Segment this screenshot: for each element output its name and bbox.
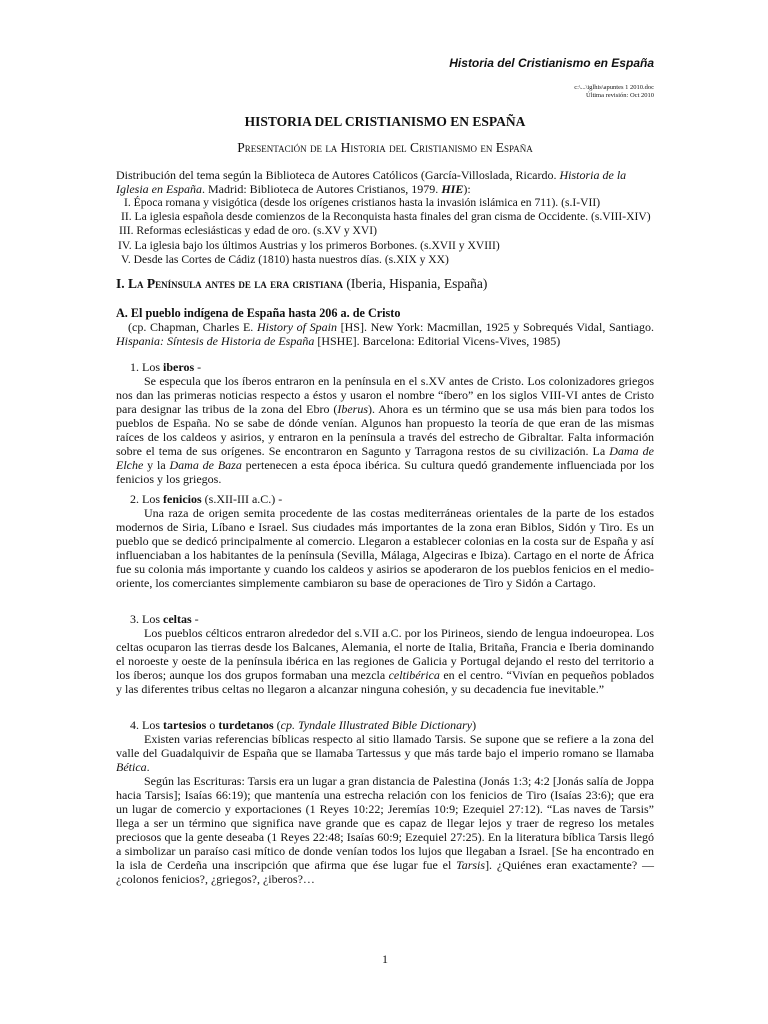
references: (cp. Chapman, Charles E. History of Spain [HS]. New York: Macmillan, 1925 y Sobrequés Vidal, Santiago. Hispania: Síntesis de Historia de España [HSHE]. Barcelona: Editorial Vicens-Vives, 1985): [116, 320, 654, 348]
table-of-contents: [116, 196, 654, 267]
running-header: Historia del Cristianismo en España: [449, 56, 654, 70]
abbreviation: HIE: [441, 182, 464, 196]
paragraph: Según las Escrituras: Tarsis era un lugar a gran distancia de Palestina (Jonás 1:3; 4:2 [Jonás salía de Joppa hacia Tarsis]; Isaías 66:19); que mantenía una estrecha relación con los fenicios de Tiro (Isaías 23:6); que era un lugar de comercio y exportaciones (1 Reyes 10:22; Jeremías 10:9; Ezequiel 27:12). “Las naves de Tarsis” llega a ser un término que significa nave grande que es capaz de llegar lejos y traer de regreso los metales preciosos que la gente deseaba (1 Reyes 22:48; Isaías 60:9; Ezequiel 27:25). En la literatura bíblica Tarsis llegó a simbolizar un paraíso casi mítico de donde venían todos los lujos que llegaban a Israel. [Se ha encontrado en la isla de Cerdeña una inscripción que afirma que ése lugar fue el Tarsis]. ¿Quiénes eran exactamente? — ¿colonos fenicios?, ¿griegos?, ¿iberos?…: [116, 774, 655, 886]
section-heading: I. La Península antes de la era cristiana (Iberia, Hispania, España): [116, 276, 488, 291]
intro-paragraph: Distribución del tema según la Biblioteca de Autores Católicos (García-Villoslada, Ricardo. Historia de la Iglesia en España. Madrid: Biblioteca de Autores Cristianos, 1979. HIE):: [116, 168, 627, 196]
item-label: 3. Los celtas -: [130, 612, 199, 626]
last-revision: Última revisión: Oct 2010: [585, 92, 654, 99]
document-title: HISTORIA DEL CRISTIANISMO EN ESPAÑA: [244, 114, 526, 129]
item-fenicios: [116, 492, 654, 590]
book-title: Historia de la Iglesia en España: [116, 168, 627, 196]
file-info: [116, 84, 654, 100]
paragraph: Una raza de origen semita procedente de las costas mediterráneas orientales de la parte de los estados modernos de Siria, Líbano e Israel. Sus ciudades más importantes de la zona eran Biblos, Sidón y Tiro. Es un pueblo que se dedicó principalmente al comercio. Llegaron a establecer colonias en la costa sur de España y así influenciaban a los habitantes de la península (Sevilla, Málaga, Algeciras e Ibiza). Cartago en el norte de África fue su colonia más importante y cuando los caldeos y asirios se apoderaron de los pueblos fenicios en el medio-oriente, los comerciantes simplemente cambiaron su base de operaciones de Tiro y Sidón a Cartago.: [116, 506, 654, 590]
page-number: 1: [382, 952, 388, 966]
toc-item: I. Época romana y visigótica (desde los orígenes cristianos hasta la invasión islámica en 711). (s.I-VII): [124, 196, 601, 209]
toc-item: II. La iglesia española desde comienzos de la Reconquista hasta finales del gran cisma de Occidente. (s.VIII-XIV): [121, 210, 651, 224]
item-label: 4. Los tartesios o turdetanos (cp. Tyndale Illustrated Bible Dictionary): [130, 718, 477, 732]
item-iberos: [116, 360, 654, 486]
item-celtas: [116, 612, 654, 696]
subsection-heading: A. El pueblo indígena de España hasta 206 a. de Cristo: [116, 306, 401, 320]
toc-item: III. Reformas eclesiásticas y edad de oro. (s.XV y XVI): [119, 224, 377, 238]
paragraph: Los pueblos célticos entraron alrededor del s.VII a.C. por los Pirineos, siendo de lengua indoeuropea. Los celtas ocuparon las tierras desde los Balcanes, Alemania, el norte de Italia, Britaña, Francia e Iberia dominando el noroeste y oeste de la península ibérica en las regiones de Galicia y Portugal dejando el resto del territorio a los íberos; aunque los dos grupos formaban una mezcla celtibérica en el centro. “Vivían en pequeños poblados y las diferentes tribus celtas no llegaron a alcanzar ninguna cohesión, y su decadencia fue inevitable.”: [116, 626, 654, 696]
item-label: 2. Los fenicios (s.XII-III a.C.) -: [130, 492, 283, 506]
document-subtitle: Presentación de la Historia del Cristianismo en España: [237, 140, 533, 155]
toc-item: IV. La iglesia bajo los últimos Austrias y los primeros Borbones. (s.XVII y XVIII): [118, 238, 500, 252]
file-path: c:\...\iglhis\apuntes 1 2010.doc: [574, 84, 654, 91]
paragraph: Existen varias referencias bíblicas respecto al sitio llamado Tarsis. Se supone que se refiere a la zona del valle del Guadalquivir de España que se llamaba Tartessus y que más tarde bajo el imperio romano se llamaba Bética.: [116, 732, 654, 774]
item-label: 1. Los iberos -: [130, 360, 202, 374]
toc-item: V. Desde las Cortes de Cádiz (1810) hasta nuestros días. (s.XIX y XX): [121, 252, 449, 266]
item-tartesios: [116, 718, 654, 886]
paragraph: Se especula que los íberos entraron en la península en el s.XV antes de Cristo. Los colonizadores griegos nos dan las primeras noticias respecto a éstos y usaron el nombre “íbero” en los siglos VIII-VI antes de Cristo para designar las tribus de la zona del Ebro (Iberus). Ahora es un término que se usa más bien para todos los pueblos de España. No se sabe de dónde venían. Algunos han propuesto la teoría de que eran de las mismas raíces de los caldeos y asirios, y entraron en la península a través del estrecho de Gibraltar. Falta información sobre el tema de sus orígenes. Se encontraron en Sagunto y Tarragona restos de su civilización. La Dama de Elche y la Dama de Baza pertenecen a esta época ibérica. Su cultura quedó grandemente influenciada por los fenicios y los griegos.: [116, 374, 654, 486]
